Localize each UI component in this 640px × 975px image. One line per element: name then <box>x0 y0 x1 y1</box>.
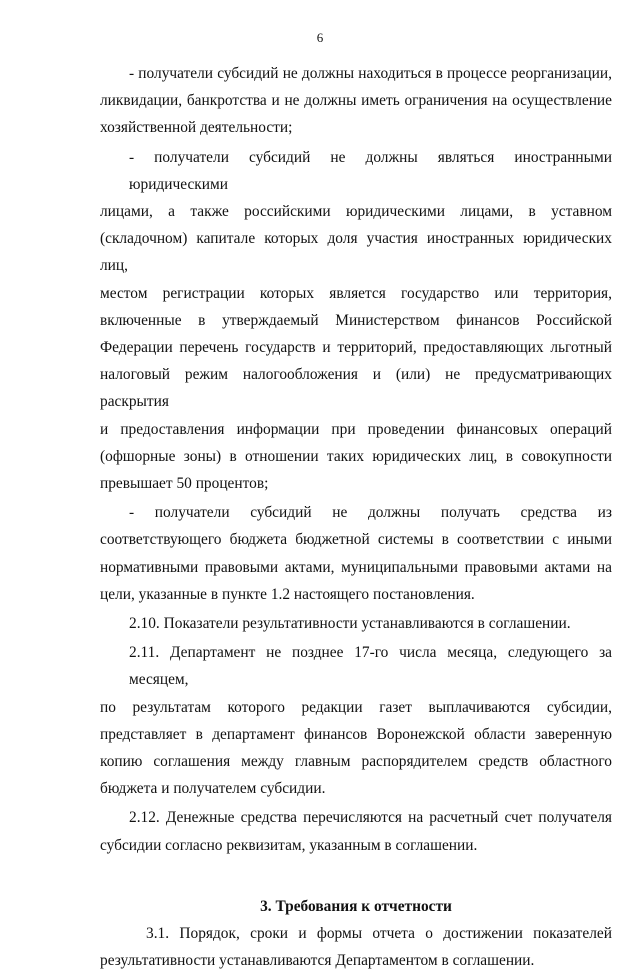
paragraph-2-11 <box>100 639 612 802</box>
text-line: результативности устанавливаются Департаментом в соглашении. <box>100 952 535 970</box>
text-line: ликвидации, банкротства и не должны иметь ограничения на осуществление <box>100 92 612 110</box>
text-line: лицами, а также российскими юридическими лицами, в уставном <box>100 203 612 221</box>
text-line: соответствующего бюджета бюджетной системы в соответствии с иными <box>100 531 612 549</box>
text-line: - получатели субсидий не должны находиться в процессе реорганизации, <box>129 65 612 82</box>
text-line: 3.1. Порядок, сроки и формы отчета о достижении показателей <box>146 925 612 943</box>
text-line: налоговый режим налогообложения и (или) не предусматривающих раскрытия <box>100 366 612 411</box>
text-line: представляет в департамент финансов Воронежской области заверенную <box>100 725 612 743</box>
section-heading: 3. Требования к отчетности <box>260 897 452 915</box>
text-line: 2.11. Департамент не позднее 17-го числа месяца, следующего за месяцем, <box>129 644 612 689</box>
text-line: и предоставления информации при проведении финансовых операций <box>100 420 612 438</box>
text-line: - получатели субсидий не должны являться иностранными юридическими <box>129 148 612 193</box>
paragraph-requirement-budget-funds <box>100 499 612 608</box>
text-line: Федерации перечень государств и территорий, предоставляющих льготный <box>100 339 612 357</box>
text-line: субсидии согласно реквизитам, указанным в соглашении. <box>100 836 478 854</box>
text-line: местом регистрации которых является государство или территория, <box>100 284 612 302</box>
text-line: цели, указанные в пункте 1.2 настоящего постановления. <box>100 585 475 603</box>
text-line: (офшорные зоны) в отношении таких юридических лиц, в совокупности <box>100 447 612 465</box>
text-line: 2.12. Денежные средства перечисляются на расчетный счет получателя <box>129 809 612 827</box>
text-line: хозяйственной деятельности; <box>100 119 293 137</box>
text-line: 2.10. Показатели результативности устанавливаются в соглашении. <box>129 615 571 633</box>
page-number: 6 <box>316 30 324 45</box>
text-line: (складочном) капитале которых доля участия иностранных юридических лиц, <box>100 230 612 275</box>
paragraph-requirement-foreign-entities <box>100 144 612 498</box>
text-line: бюджета и получателем субсидии. <box>100 780 326 798</box>
paragraph-requirement-reorganization <box>100 60 612 142</box>
text-line: превышает 50 процентов; <box>100 475 269 493</box>
text-line: по результатам которого редакции газет выплачиваются субсидии, <box>100 698 612 716</box>
text-line: нормативными правовыми актами, муниципальными правовыми актами на <box>100 558 612 576</box>
paragraph-2-10 <box>100 610 612 637</box>
text-line: копию соглашения между главным распорядителем средств областного <box>100 753 612 771</box>
paragraph-2-12 <box>100 804 612 858</box>
document-body <box>100 60 612 975</box>
text-line: - получатели субсидий не должны получать средства из <box>129 504 612 522</box>
text-line: включенные в утверждаемый Министерством финансов Российской <box>100 311 612 329</box>
paragraph-3-1 <box>100 920 612 974</box>
